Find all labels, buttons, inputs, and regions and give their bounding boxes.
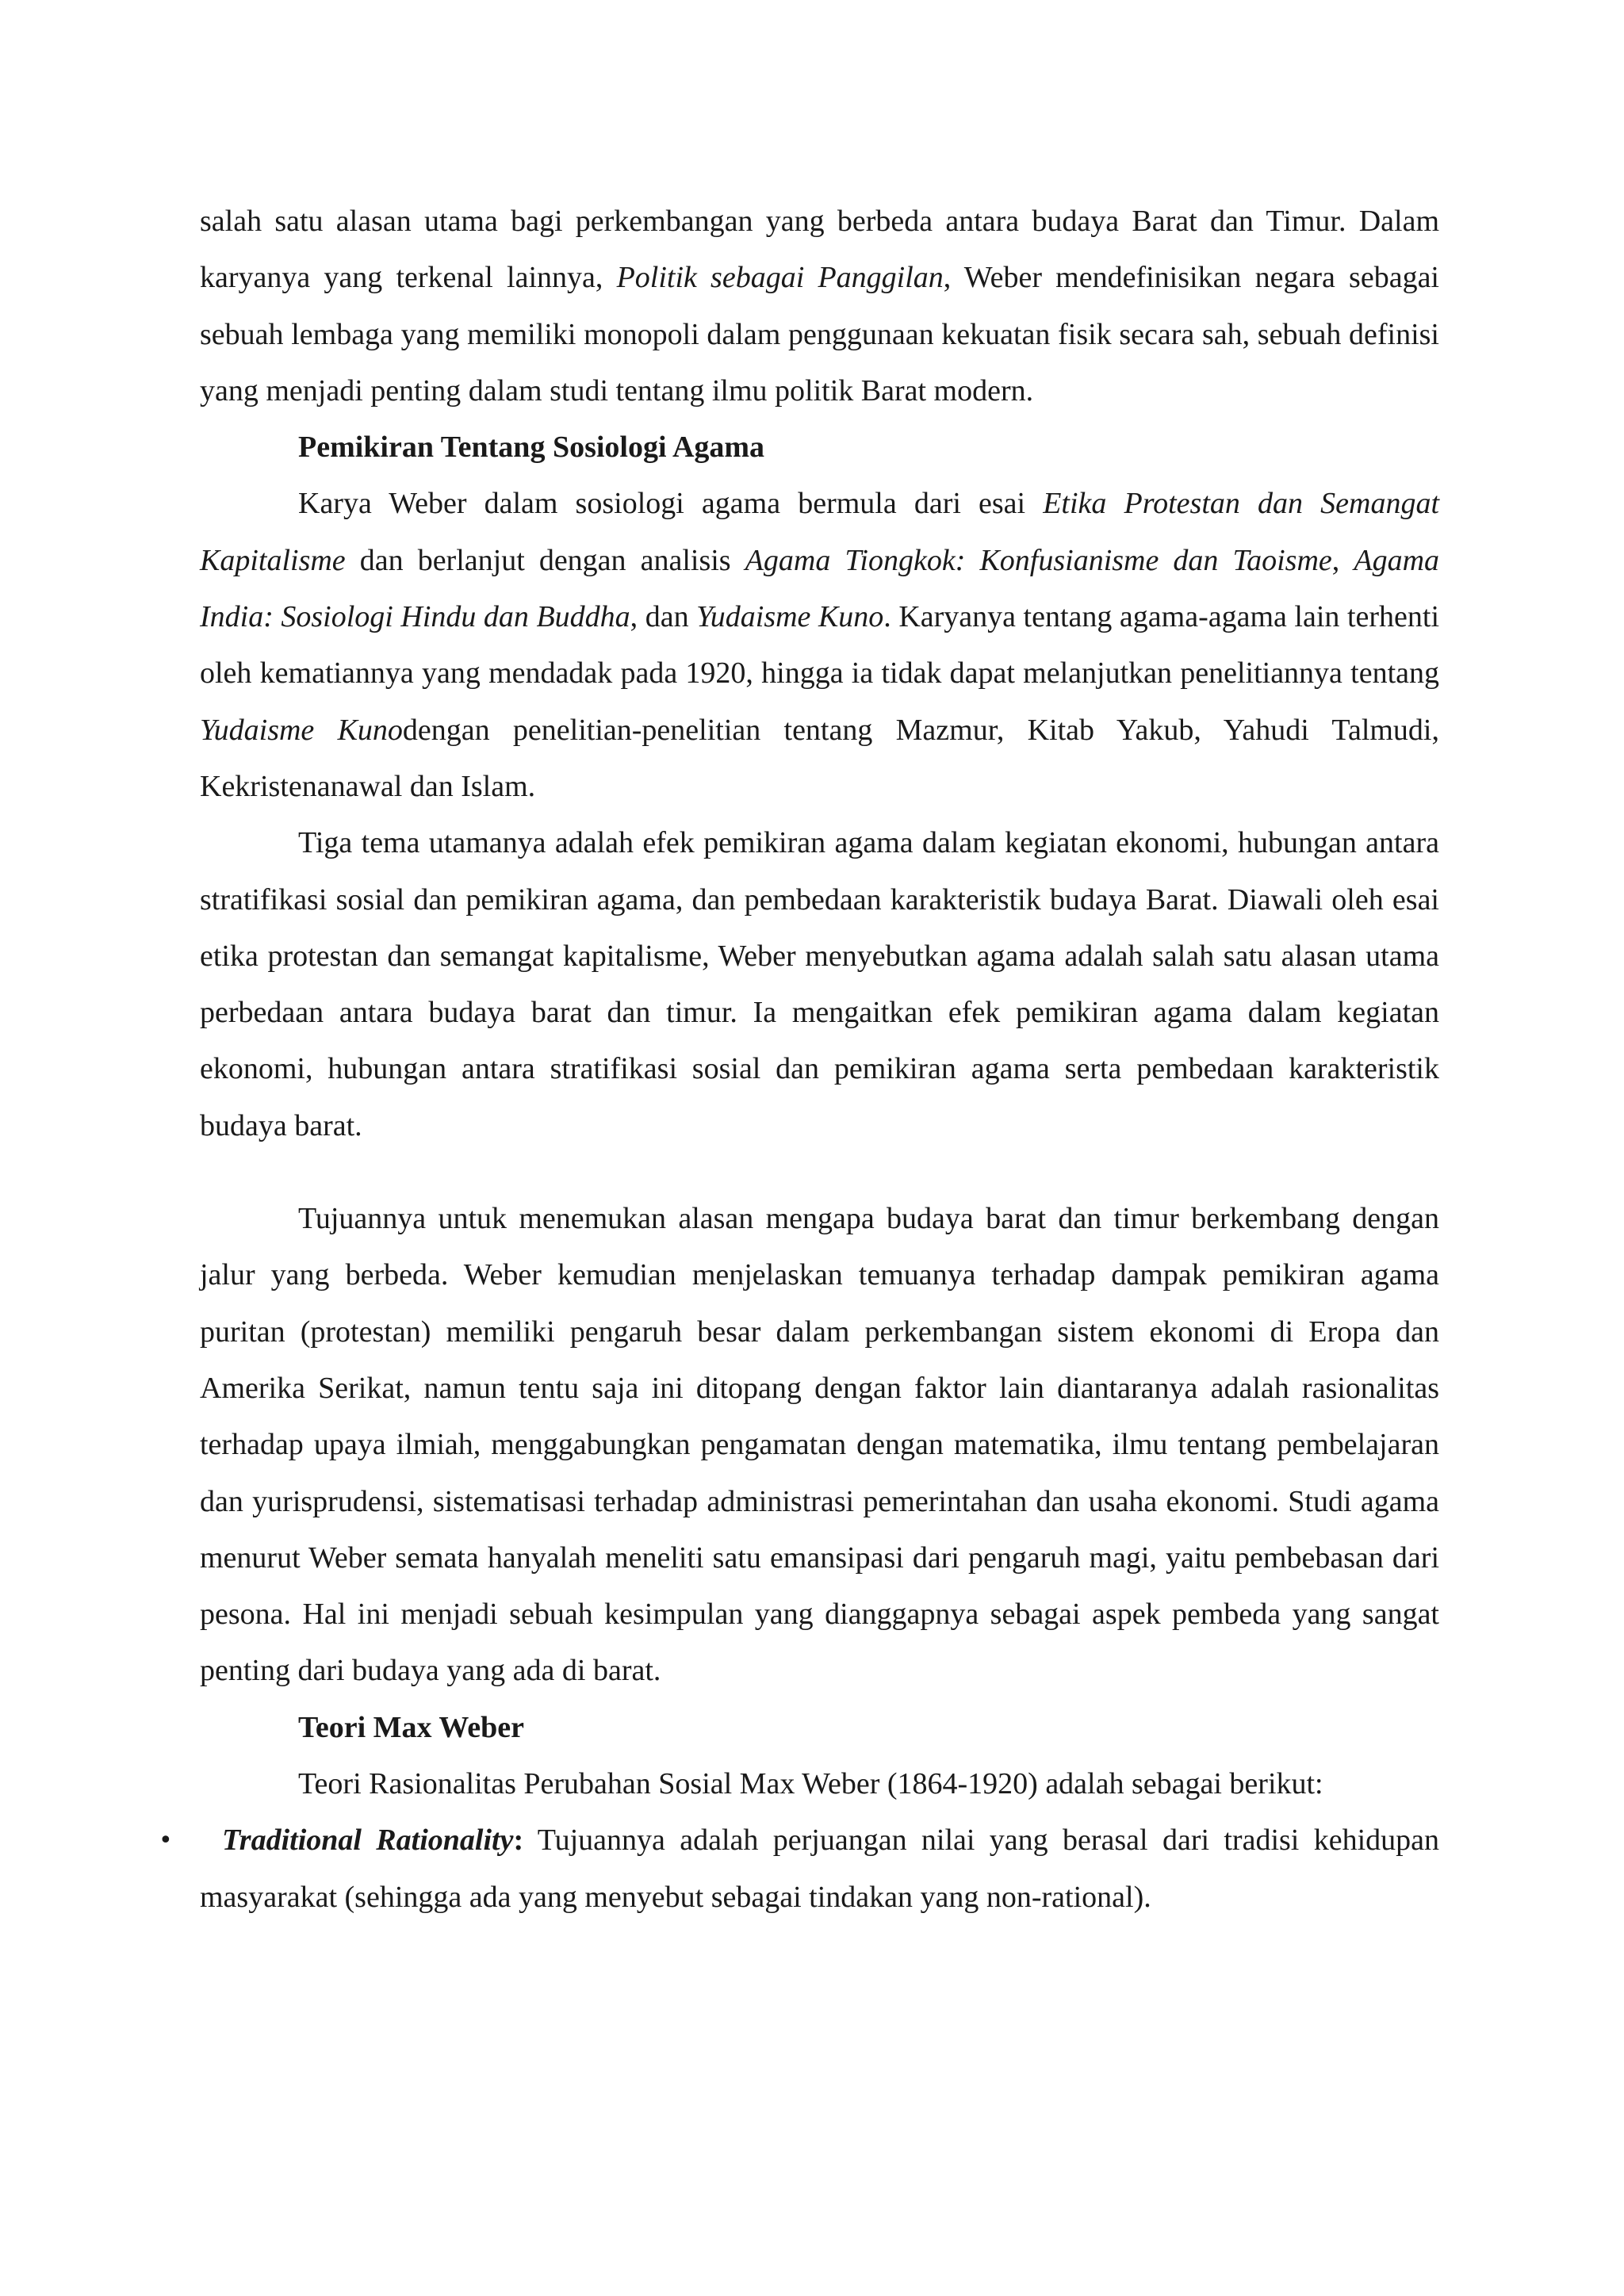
- paragraph-2: Karya Weber dalam sosiologi agama bermula dari esai Etika Protestan dan Semangat Kapitalisme dan berlanjut dengan analisis Agama Tiongkok: Konfusianisme dan Taoisme, Agama India: Sosiologi Hindu dan Buddha, dan Yudaisme Kuno. Karyanya tentang agama-agama lain terhenti oleh kematiannya yang mendadak pada 1920, hingga ia tidak dapat melanjutkan penelitiannya tentang Yudaisme Kunodengan penelitian-penelitian tentang Mazmur, Kitab Yakub, Yahudi Talmudi, Kekristenanawal dan Islam.: [200, 487, 1440, 803]
- bold-term: Traditional Rationality: [222, 1823, 514, 1858]
- italic-title: Yudaisme Kuno: [696, 600, 884, 634]
- section-heading-sosiologi-agama: Pemikiran Tentang Sosiologi Agama: [298, 430, 765, 465]
- document-body: [159, 193, 1440, 1926]
- italic-title: Politik sebagai Panggilan: [616, 261, 944, 295]
- italic-title: Yudaisme Kuno: [200, 713, 403, 747]
- paragraph-4: Tujuannya untuk menemukan alasan mengapa budaya barat dan timur berkembang dengan jalur yang berbeda. Weber kemudian menjelaskan temuanya terhadap dampak pemikiran agama puritan (protestan) memiliki pengaruh besar dalam perkembangan sistem ekonomi di Eropa dan Amerika Serikat, namun tentu saja ini ditopang dengan faktor lain diantaranya adalah rasionalitas terhadap upaya ilmiah, menggabungkan pengamatan dengan matematika, ilmu tentang pembelajaran dan yurisprudensi, sistematisasi terhadap administrasi pemerintahan dan usaha ekonomi. Studi agama menurut Weber semata hanyalah meneliti satu emansipasi dari pengaruh magi, yaitu pembebasan dari pesona. Hal ini menjadi sebuah kesimpulan yang dianggapnya sebagai aspek pembeda yang sangat penting dari budaya yang ada di barat.: [200, 1202, 1439, 1688]
- paragraph-1: salah satu alasan utama bagi perkembangan yang berbeda antara budaya Barat dan Timur. Dalam karyanya yang terkenal lainnya, Politik sebagai Panggilan, Weber mendefinisikan negara sebagai sebuah lembaga yang memiliki monopoli dalam penggunaan kekuatan fisik secara sah, sebuah definisi yang menjadi penting dalam studi tentang ilmu politik Barat modern.: [200, 205, 1439, 408]
- italic-title: Etika Protestan dan Semangat Kapitalisme: [200, 487, 1439, 577]
- section-heading-teori-max-weber: Teori Max Weber: [298, 1710, 524, 1744]
- paragraph-5: Teori Rasionalitas Perubahan Sosial Max Weber (1864-1920) adalah sebagai berikut:: [298, 1767, 1323, 1801]
- italic-title: Agama India: Sosiologi Hindu dan Buddha: [200, 543, 1440, 634]
- list-item-text: Traditional Rationality: Tujuannya adalah perjuangan nilai yang berasal dari tradisi kehidupan masyarakat (sehingga ada yang menyebut sebagai tindakan yang non-rational).: [200, 1823, 1439, 1914]
- paragraph-spacer: [200, 1154, 1439, 1191]
- list-item: [159, 1812, 1439, 1926]
- paragraph-3: Tiga tema utamanya adalah efek pemikiran agama dalam kegiatan ekonomi, hubungan antara stratifikasi sosial dan pemikiran agama, dan pembedaan karakteristik budaya Barat. Diawali oleh esai etika protestan dan semangat kapitalisme, Weber menyebutkan agama adalah salah satu alasan utama perbedaan antara budaya barat dan timur. Ia mengaitkan efek pemikiran agama dalam kegiatan ekonomi, hubungan antara stratifikasi sosial dan pemikiran agama serta pembedaan karakteristik budaya barat.: [200, 826, 1439, 1142]
- bullet-icon: •: [159, 1827, 173, 1855]
- italic-title: Agama Tiongkok: Konfusianisme dan Taoisme: [745, 543, 1332, 577]
